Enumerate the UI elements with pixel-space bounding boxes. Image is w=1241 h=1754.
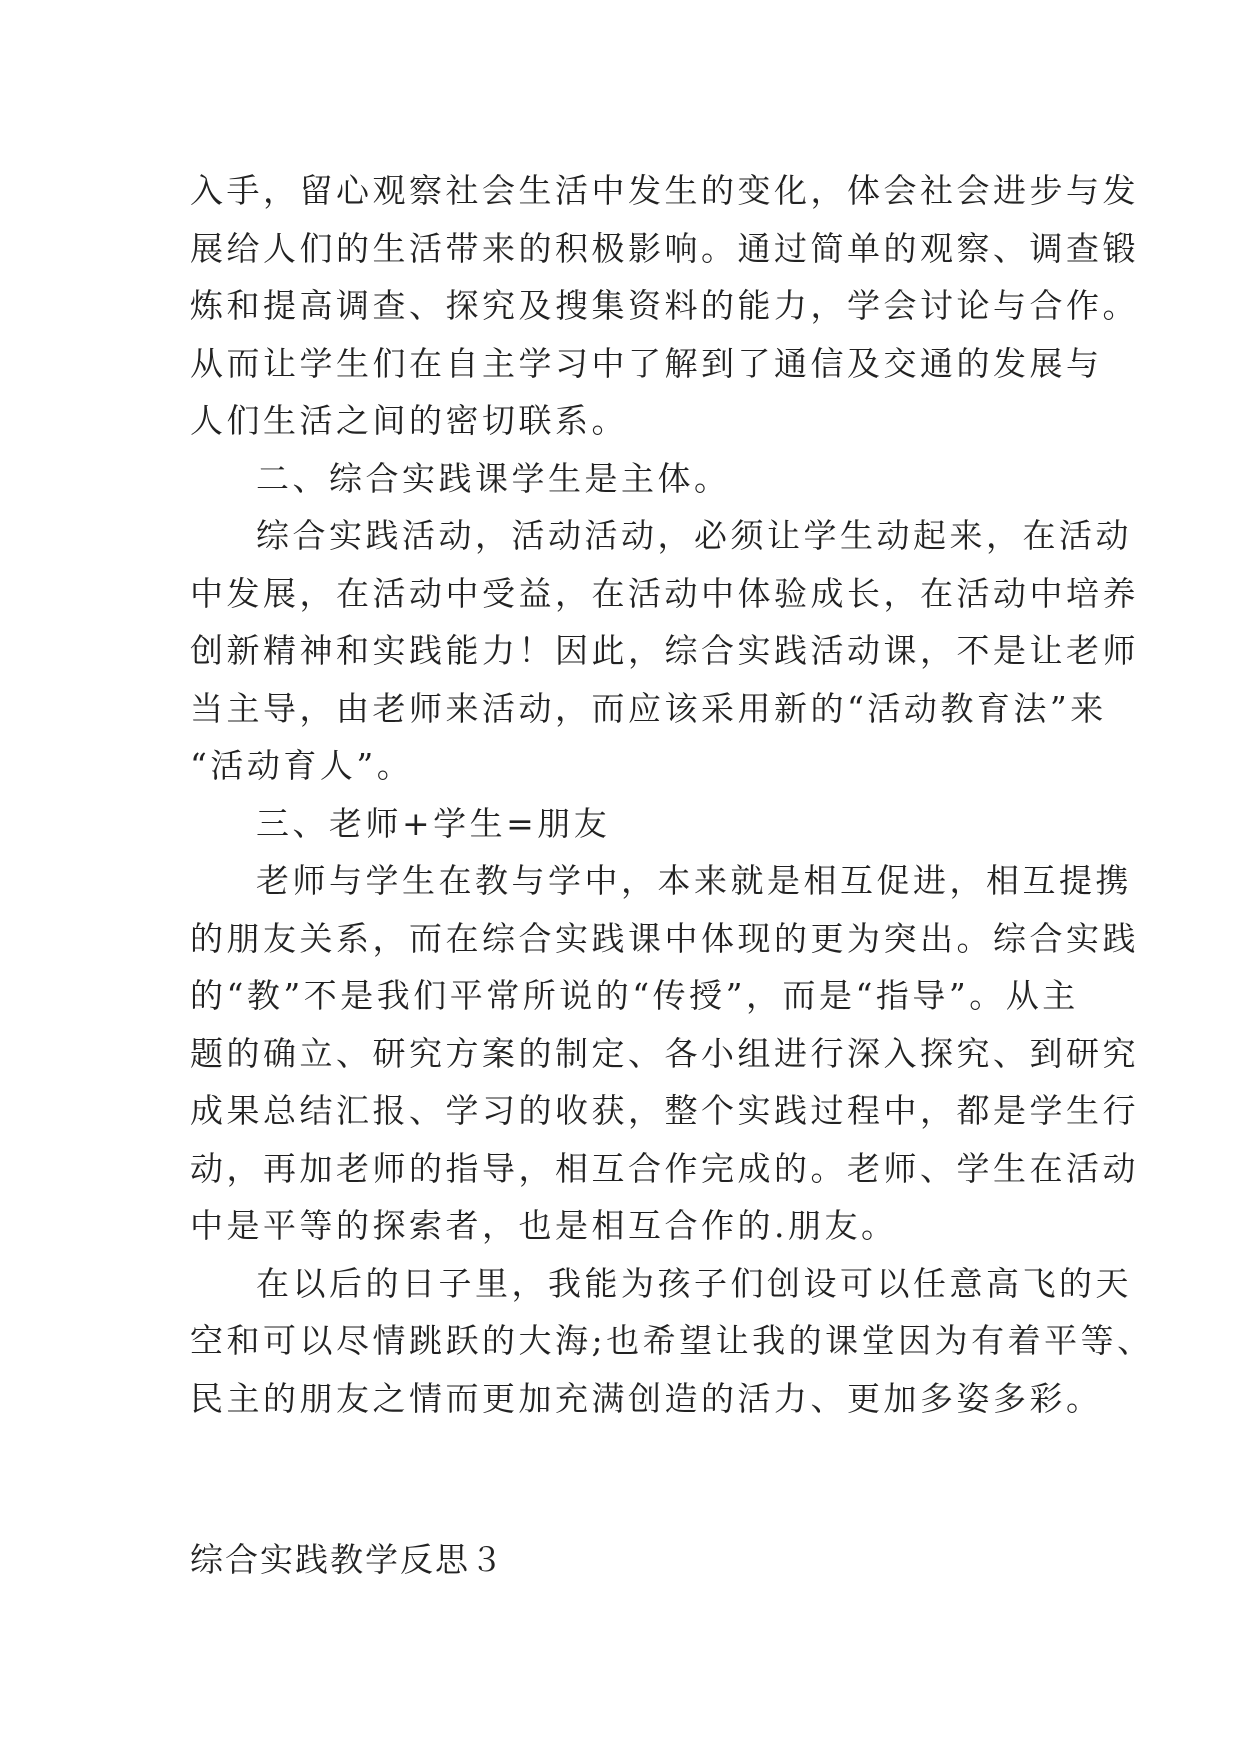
paragraph-line: 创新精神和实践能力！因此，综合实践活动课，不是让老师 (190, 631, 1139, 670)
paragraph-line: 从而让学生们在自主学习中了解到了通信及交通的发展与 (190, 343, 1103, 383)
paragraph-3 (190, 852, 1139, 1255)
paragraph-2 (190, 507, 1139, 795)
paragraph-line: 老师与学生在教与学中，本来就是相互促进，相互提携 (256, 861, 1132, 900)
paragraph-line: 在以后的日子里，我能为孩子们创设可以任意高飞的天 (256, 1263, 1132, 1303)
paragraph-line: 中发展，在活动中受益，在活动中体验成长，在活动中培养 (190, 573, 1139, 613)
next-section-title: 综合实践教学反思３ (190, 1540, 505, 1579)
paragraph-line: 综合实践活动，活动活动，必须让学生动起来，在活动 (256, 516, 1132, 555)
paragraph-line: 中是平等的探索者，也是相互合作的.朋友。 (190, 1206, 898, 1245)
section-heading-3: 三、老师+学生=朋友 (256, 803, 611, 843)
paragraph-line: 入手，留心观察社会生活中发生的变化，体会社会进步与发 (190, 171, 1139, 210)
paragraph-line: 动，再加老师的指导，相互合作完成的。老师、学生在活动 (190, 1148, 1139, 1188)
paragraph-line: 炼和提高调查、探究及搜集资料的能力，学会讨论与合作。 (190, 286, 1139, 325)
section-spacer (190, 1427, 1070, 1531)
document-body (190, 162, 1154, 1589)
paragraph-4 (190, 1255, 1154, 1428)
paragraph-line: 空和可以尽情跳跃的大海;也希望让我的课堂因为有着平等、 (190, 1321, 1154, 1360)
paragraph-line: 人们生活之间的密切联系。 (190, 401, 628, 440)
section-heading-2: 二、综合实践课学生是主体。 (256, 458, 731, 498)
paragraph-line: 民主的朋友之情而更加充满创造的活力、更加多姿多彩。 (190, 1378, 1103, 1418)
paragraph-line: 成果总结汇报、学习的收获，整个实践过程中，都是学生行 (190, 1091, 1139, 1130)
paragraph-line: 当主导，由老师来活动，而应该采用新的“活动教育法”来 (190, 688, 1107, 728)
paragraph-line: 的朋友关系，而在综合实践课中体现的更为突出。综合实践 (190, 918, 1139, 958)
paragraph-1 (190, 162, 1139, 450)
paragraph-line: “活动育人”。 (190, 746, 414, 785)
paragraph-line: 展给人们的生活带来的积极影响。通过简单的观察、调查锻 (190, 228, 1139, 268)
paragraph-line: 的“教”不是我们平常所说的“传授”，而是“指导”。从主 (190, 976, 1079, 1015)
paragraph-line: 题的确立、研究方案的制定、各小组进行深入探究、到研究 (190, 1033, 1139, 1073)
